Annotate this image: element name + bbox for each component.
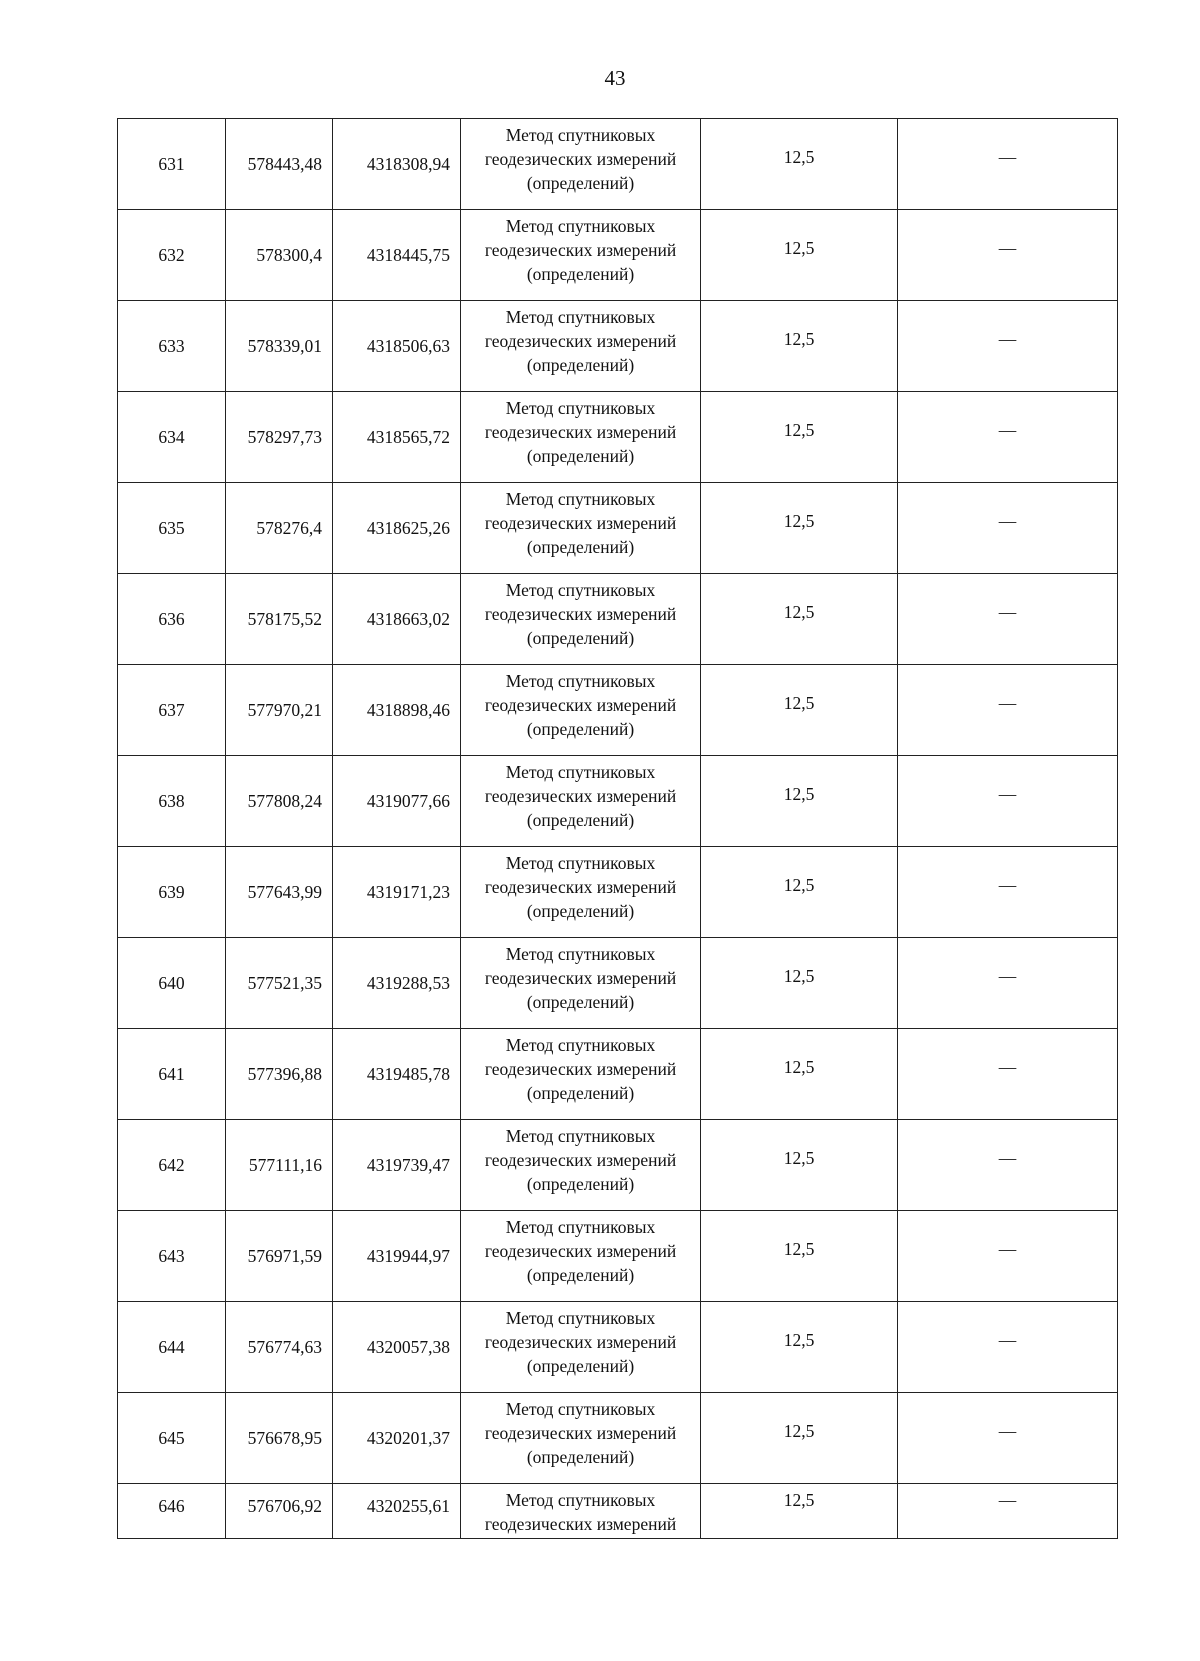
x-coordinate-cell: 577111,16: [226, 1120, 333, 1211]
table-row: [118, 1484, 1118, 1539]
description-cell: —: [898, 1302, 1118, 1393]
method-cell: [461, 1393, 701, 1484]
accuracy-cell: 12,5: [701, 756, 898, 847]
coordinates-table: [117, 118, 1118, 1539]
method-line: Метод спутниковых: [505, 1399, 656, 1419]
method-line: геодезических измерений: [484, 1059, 677, 1079]
accuracy-cell: 12,5: [701, 938, 898, 1029]
y-coordinate-cell: 4319485,78: [333, 1029, 461, 1120]
method-line: Метод спутниковых: [505, 580, 656, 600]
x-coordinate-cell: 578300,4: [226, 210, 333, 301]
description-cell: —: [898, 574, 1118, 665]
method-cell: [461, 938, 701, 1029]
x-coordinate-cell: 578276,4: [226, 483, 333, 574]
method-line: геодезических измерений: [484, 604, 677, 624]
method-line: геодезических измерений: [484, 786, 677, 806]
description-cell: —: [898, 1393, 1118, 1484]
point-number-cell: 631: [118, 119, 226, 210]
description-cell: —: [898, 210, 1118, 301]
method-cell: [461, 1211, 701, 1302]
method-cell: [461, 1302, 701, 1393]
description-cell: —: [898, 392, 1118, 483]
method-line: Метод спутниковых: [505, 125, 656, 145]
method-line: геодезических измерений: [484, 1514, 677, 1534]
table-row: [118, 665, 1118, 756]
method-line: (определений): [526, 1447, 635, 1467]
table-row: [118, 210, 1118, 301]
table-row: [118, 1393, 1118, 1484]
accuracy-cell: 12,5: [701, 665, 898, 756]
x-coordinate-cell: 578339,01: [226, 301, 333, 392]
method-line: (определений): [526, 628, 635, 648]
table-row: [118, 574, 1118, 665]
description-cell: —: [898, 1029, 1118, 1120]
accuracy-cell: 12,5: [701, 1029, 898, 1120]
accuracy-cell: 12,5: [701, 210, 898, 301]
point-number-cell: 633: [118, 301, 226, 392]
description-cell: —: [898, 1211, 1118, 1302]
accuracy-cell: 12,5: [701, 1484, 898, 1539]
method-line: геодезических измерений: [484, 331, 677, 351]
accuracy-cell: 12,5: [701, 847, 898, 938]
table-row: [118, 938, 1118, 1029]
x-coordinate-cell: 577521,35: [226, 938, 333, 1029]
coordinates-table-body: [118, 119, 1118, 1539]
point-number-cell: 638: [118, 756, 226, 847]
point-number-cell: 634: [118, 392, 226, 483]
table-row: [118, 301, 1118, 392]
table-row: [118, 1302, 1118, 1393]
accuracy-cell: 12,5: [701, 119, 898, 210]
accuracy-cell: 12,5: [701, 1302, 898, 1393]
point-number-cell: 642: [118, 1120, 226, 1211]
x-coordinate-cell: 577643,99: [226, 847, 333, 938]
method-cell: [461, 847, 701, 938]
method-line: Метод спутниковых: [505, 1217, 656, 1237]
y-coordinate-cell: 4318898,46: [333, 665, 461, 756]
method-line: Метод спутниковых: [505, 944, 656, 964]
table-row: [118, 392, 1118, 483]
table-row: [118, 1120, 1118, 1211]
y-coordinate-cell: 4319077,66: [333, 756, 461, 847]
method-cell: [461, 483, 701, 574]
y-coordinate-cell: 4319288,53: [333, 938, 461, 1029]
method-line: геодезических измерений: [484, 240, 677, 260]
accuracy-cell: 12,5: [701, 483, 898, 574]
y-coordinate-cell: 4319739,47: [333, 1120, 461, 1211]
point-number-cell: 641: [118, 1029, 226, 1120]
accuracy-cell: 12,5: [701, 1393, 898, 1484]
x-coordinate-cell: 576706,92: [226, 1484, 333, 1539]
y-coordinate-cell: 4318625,26: [333, 483, 461, 574]
y-coordinate-cell: 4318565,72: [333, 392, 461, 483]
accuracy-cell: 12,5: [701, 301, 898, 392]
point-number-cell: 639: [118, 847, 226, 938]
method-line: геодезических измерений: [484, 695, 677, 715]
method-line: (определений): [526, 1083, 635, 1103]
method-line: Метод спутниковых: [505, 853, 656, 873]
method-line: геодезических измерений: [484, 1423, 677, 1443]
y-coordinate-cell: 4320255,61: [333, 1484, 461, 1539]
method-line: Метод спутниковых: [505, 762, 656, 782]
method-line: (определений): [526, 1174, 635, 1194]
y-coordinate-cell: 4320057,38: [333, 1302, 461, 1393]
description-cell: —: [898, 483, 1118, 574]
y-coordinate-cell: 4318506,63: [333, 301, 461, 392]
table-row: [118, 483, 1118, 574]
y-coordinate-cell: 4320201,37: [333, 1393, 461, 1484]
method-line: геодезических измерений: [484, 1150, 677, 1170]
method-line: Метод спутниковых: [505, 307, 656, 327]
method-line: Метод спутниковых: [505, 1308, 656, 1328]
page-number: 43: [604, 66, 626, 90]
method-cell: [461, 756, 701, 847]
method-cell: [461, 574, 701, 665]
x-coordinate-cell: 576678,95: [226, 1393, 333, 1484]
x-coordinate-cell: 578175,52: [226, 574, 333, 665]
point-number-cell: 636: [118, 574, 226, 665]
method-line: Метод спутниковых: [505, 216, 656, 236]
method-cell: [461, 1029, 701, 1120]
x-coordinate-cell: 576774,63: [226, 1302, 333, 1393]
y-coordinate-cell: 4318445,75: [333, 210, 461, 301]
description-cell: —: [898, 938, 1118, 1029]
x-coordinate-cell: 577396,88: [226, 1029, 333, 1120]
point-number-cell: 646: [118, 1484, 226, 1539]
method-line: геодезических измерений: [484, 1332, 677, 1352]
method-line: Метод спутниковых: [505, 1126, 656, 1146]
accuracy-cell: 12,5: [701, 574, 898, 665]
table-row: [118, 847, 1118, 938]
method-line: (определений): [526, 1356, 635, 1376]
description-cell: —: [898, 665, 1118, 756]
point-number-cell: 635: [118, 483, 226, 574]
accuracy-cell: 12,5: [701, 392, 898, 483]
table-row: [118, 756, 1118, 847]
point-number-cell: 645: [118, 1393, 226, 1484]
x-coordinate-cell: 577808,24: [226, 756, 333, 847]
method-line: (определений): [526, 901, 635, 921]
method-cell: [461, 665, 701, 756]
description-cell: —: [898, 847, 1118, 938]
method-cell: [461, 1120, 701, 1211]
method-cell: [461, 119, 701, 210]
y-coordinate-cell: 4318663,02: [333, 574, 461, 665]
method-line: геодезических измерений: [484, 149, 677, 169]
method-cell: [461, 301, 701, 392]
table-row: [118, 119, 1118, 210]
method-line: геодезических измерений: [484, 513, 677, 533]
x-coordinate-cell: 578443,48: [226, 119, 333, 210]
method-line: Метод спутниковых: [505, 398, 656, 418]
method-line: геодезических измерений: [484, 968, 677, 988]
y-coordinate-cell: 4319944,97: [333, 1211, 461, 1302]
method-line: геодезических измерений: [484, 877, 677, 897]
point-number-cell: 643: [118, 1211, 226, 1302]
y-coordinate-cell: 4319171,23: [333, 847, 461, 938]
method-line: геодезических измерений: [484, 422, 677, 442]
method-line: (определений): [526, 355, 635, 375]
method-line: (определений): [526, 810, 635, 830]
method-cell: [461, 1484, 701, 1539]
method-line: (определений): [526, 719, 635, 739]
description-cell: —: [898, 1120, 1118, 1211]
method-line: (определений): [526, 1265, 635, 1285]
method-line: Метод спутниковых: [505, 671, 656, 691]
table-row: [118, 1029, 1118, 1120]
description-cell: —: [898, 119, 1118, 210]
method-line: (определений): [526, 446, 635, 466]
method-line: Метод спутниковых: [505, 1490, 656, 1510]
table-row: [118, 1211, 1118, 1302]
method-line: (определений): [526, 173, 635, 193]
description-cell: —: [898, 301, 1118, 392]
method-line: Метод спутниковых: [505, 489, 656, 509]
method-line: (определений): [526, 264, 635, 284]
method-line: Метод спутниковых: [505, 1035, 656, 1055]
point-number-cell: 637: [118, 665, 226, 756]
x-coordinate-cell: 576971,59: [226, 1211, 333, 1302]
y-coordinate-cell: 4318308,94: [333, 119, 461, 210]
point-number-cell: 640: [118, 938, 226, 1029]
method-line: (определений): [526, 992, 635, 1012]
description-cell: —: [898, 756, 1118, 847]
method-cell: [461, 392, 701, 483]
point-number-cell: 644: [118, 1302, 226, 1393]
x-coordinate-cell: 577970,21: [226, 665, 333, 756]
accuracy-cell: 12,5: [701, 1211, 898, 1302]
method-line: геодезических измерений: [484, 1241, 677, 1261]
accuracy-cell: 12,5: [701, 1120, 898, 1211]
x-coordinate-cell: 578297,73: [226, 392, 333, 483]
method-line: (определений): [526, 537, 635, 557]
point-number-cell: 632: [118, 210, 226, 301]
description-cell: —: [898, 1484, 1118, 1539]
method-cell: [461, 210, 701, 301]
